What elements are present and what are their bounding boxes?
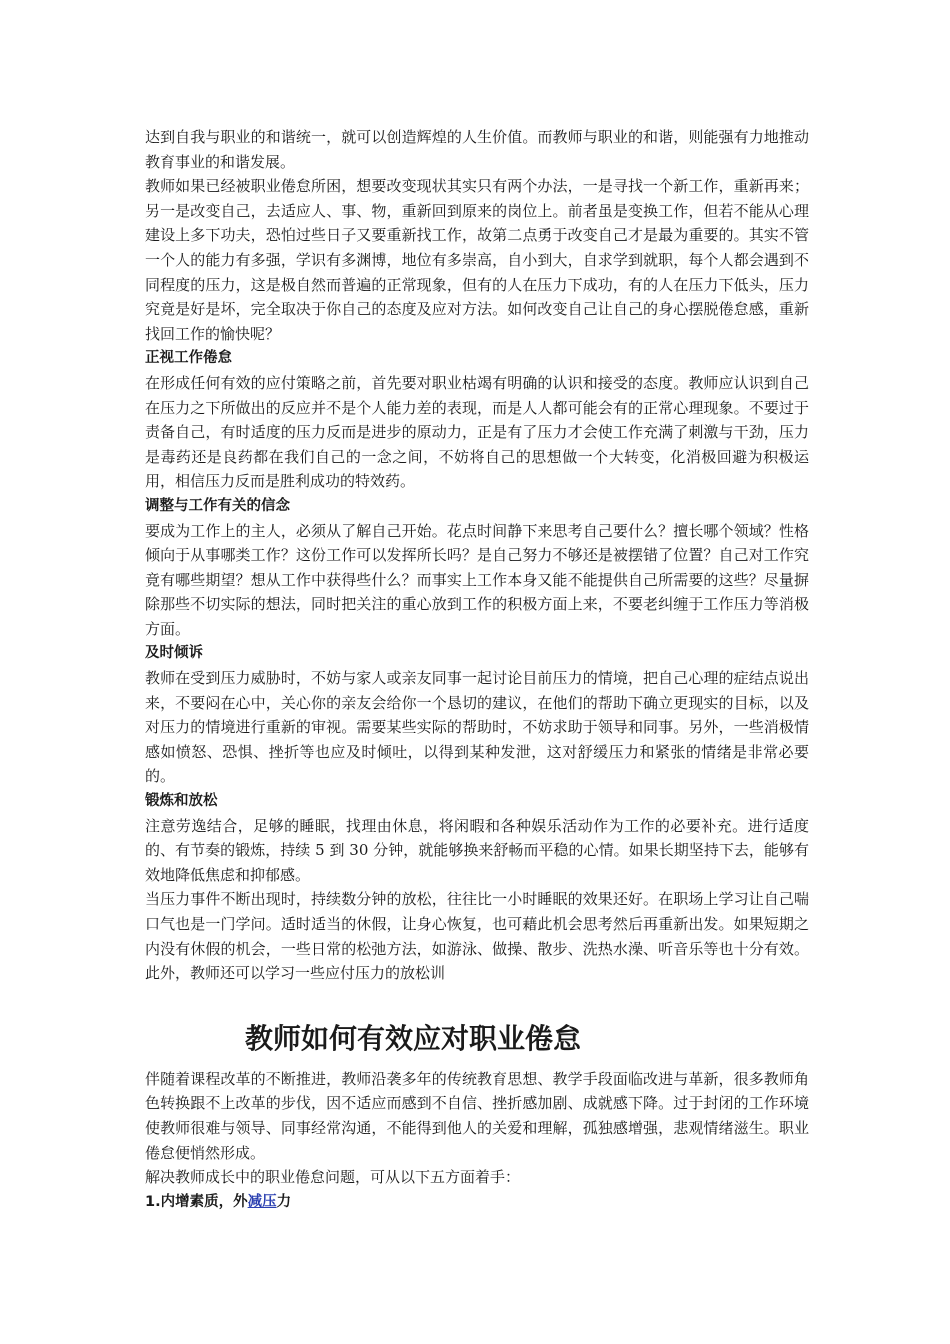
article-title: 教师如何有效应对职业倦怠 <box>245 1021 582 1055</box>
section-body-confide: 教师在受到压力威胁时，不妨与家人或亲友同事一起讨论目前压力的情境，把自己心理的症结点说出来，不要闷在心中，关心你的亲友会给你一个恳切的建议，在他们的帮助下确立更现实的目标，以及对压力的情境进行重新的审视。需要某些实际的帮助时，不妨求助于领导和同事。另外，一些消极情感如愤怒、恐惧、挫折等也应及时倾吐，以得到某种发泄，这对舒缓压力和紧张的情绪是非常必要的。 <box>145 669 809 786</box>
article-lead: 解决教师成长中的职业倦怠问题，可从以下五方面着手： <box>145 1168 521 1187</box>
point-heading-1-prefix: 1.内增素质，外 <box>145 1193 248 1210</box>
section-heading-face-burnout: 正视工作倦怠 <box>145 350 232 367</box>
section-body-face-burnout: 在形成任何有效的应付策略之前，首先要对职业枯竭有明确的认识和接受的态度。教师应认识到自己在压力之下所做出的反应并不是个人能力差的表现，而是人人都可能会有的正常心理现象。不要过于责备自己，有时适度的压力反而是进步的原动力，正是有了压力才会使工作充满了刺激与干劲，压力是毒药还是良药都在我们自己的一念之间，不妨将自己的思想做一个大转变，化消极回避为积极运用，相信压力反而是胜利成功的特效药。 <box>145 373 809 491</box>
section-body-relax: 当压力事件不断出现时，持续数分钟的放松，往往比一小时睡眠的效果还好。在职场上学习让自己喘口气也是一门学问。适时适当的休假，让身心恢复，也可藉此机会思考然后再重新出发。如果短期之内没有休假的机会，一些日常的松弛方法，如游泳、做操、散步、洗热水澡、听音乐等也十分有效。此外，教师还可以学习一些应付压力的放松训 <box>145 890 809 983</box>
section-heading-exercise-relax: 锻炼和放松 <box>145 793 218 810</box>
paragraph-harmony: 达到自我与职业的和谐统一，就可以创造辉煌的人生价值。而教师与职业的和谐，则能强有力地推动教育事业的和谐发展。 <box>145 128 809 171</box>
section-heading-confide: 及时倾诉 <box>145 645 203 662</box>
section-body-adjust-beliefs: 要成为工作上的主人，必须从了解自己开始。花点时间静下来思考自己要什么？擅长哪个领域？性格倾向于从事哪类工作？这份工作可以发挥所长吗？是自己努力不够还是被摆错了位置？自己对工作究竟有哪些期望？想从工作中获得些什么？而事实上工作本身又能不能提供自己所需要的这些？尽量摒除那些不切实际的想法，同时把关注的重心放到工作的积极方面上来，不要老纠缠于工作压力等消极方面。 <box>145 521 809 638</box>
article-intro: 伴随着课程改革的不断推进，教师沿袭多年的传统教育思想、教学手段面临改进与革新，很多教师角色转换跟不上改革的步伐，因不适应而感到不自信、挫折感加剧、成就感下降。过于封闭的工作环境使教师很难与领导、同事经常沟通，不能得到他人的关爱和理解，孤独感增强，悲观情绪滋生。职业倦怠便悄然形成。 <box>145 1069 809 1162</box>
document-content <box>145 125 809 1214</box>
stress-link[interactable]: 减压 <box>247 1193 277 1210</box>
section-heading-adjust-beliefs: 调整与工作有关的信念 <box>145 497 290 514</box>
point-heading-1-suffix: 力 <box>276 1193 292 1210</box>
section-body-exercise: 注意劳逸结合，足够的睡眠，找理由休息，将闲暇和各种娱乐活动作为工作的必要补充。进行适度的、有节奏的锻炼，持续 5 到 30 分钟，就能够换来舒畅而平稳的心情。如果长期坚持下去，能够有效地降低焦虑和抑郁感。 <box>145 816 809 884</box>
paragraph-change-options: 教师如果已经被职业倦怠所困，想要改变现状其实只有两个办法，一是寻找一个新工作，重新再来；另一是改变自己，去适应人、事、物，重新回到原来的岗位上。前者虽是变换工作，但若不能从心理建设上多下功夫，恐怕过些日子又要重新找工作，故第二点勇于改变自己才是最为重要的。其实不管一个人的能力有多强，学识有多渊博，地位有多崇高，自小到大，自求学到就职，每个人都会遇到不同程度的压力，这是极自然而普遍的正常现象，但有的人在压力下成功，有的人在压力下低头，压力究竟是好是坏，完全取决于你自己的态度及应对方法。如何改变自己让自己的身心摆脱倦怠感，重新找回工作的愉快呢？ <box>145 177 809 343</box>
point-heading-1 <box>145 1190 809 1215</box>
